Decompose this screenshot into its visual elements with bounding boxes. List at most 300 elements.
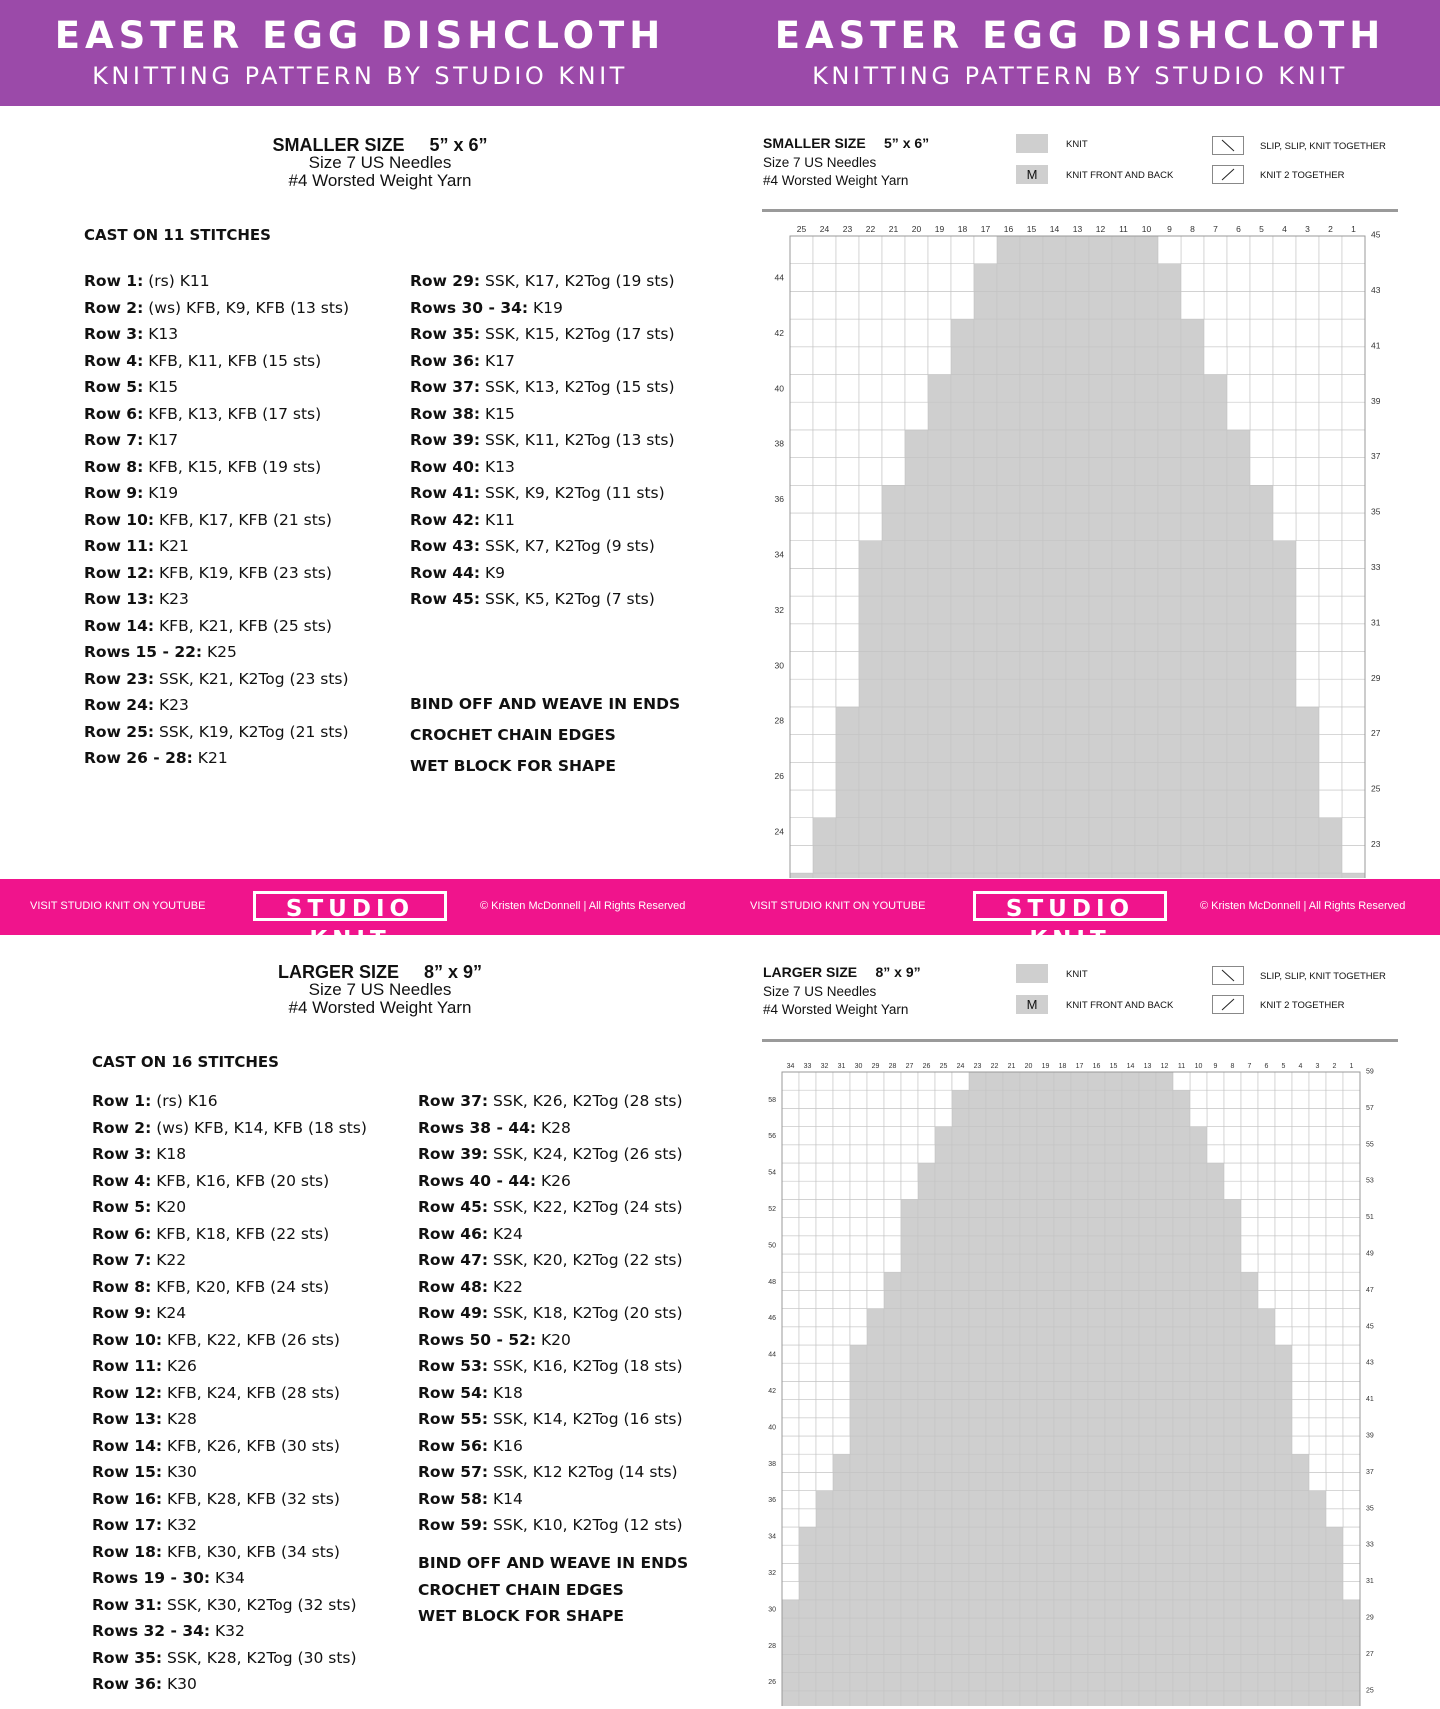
knit-cell [1043, 291, 1066, 319]
knit-cell [859, 762, 882, 790]
knit-cell [1037, 1454, 1054, 1472]
knit-cell [1089, 319, 1112, 347]
knit-cell [1250, 568, 1273, 596]
knit-cell [1037, 1418, 1054, 1436]
knit-cell [952, 1691, 969, 1706]
pattern-row [418, 1274, 683, 1301]
empty-cell [1275, 1254, 1292, 1272]
empty-cell [1241, 1181, 1258, 1199]
pattern-row [84, 268, 349, 295]
knit-cell [1190, 1145, 1207, 1163]
knit-cell [1207, 1218, 1224, 1236]
knit-cell [1139, 1290, 1156, 1308]
pattern-row [92, 1300, 367, 1327]
knit-cell [1224, 1236, 1241, 1254]
knit-cell [901, 1309, 918, 1327]
knit-cell [1250, 707, 1273, 735]
knit-cell [1122, 1618, 1139, 1636]
knit-cell [884, 1563, 901, 1581]
row-label: Row 9: [84, 484, 144, 502]
knit-cell [1292, 1509, 1309, 1527]
knit-cell [1292, 1691, 1309, 1706]
row-instruction: KFB, K17, KFB (21 sts) [154, 510, 332, 529]
empty-cell [1190, 1090, 1207, 1108]
empty-cell [859, 347, 882, 375]
row-instruction: SSK, K5, K2Tog (7 sts) [480, 590, 655, 608]
empty-cell [1250, 375, 1273, 403]
knit-cell [986, 1254, 1003, 1272]
knit-cell [952, 1218, 969, 1236]
empty-cell [782, 1454, 799, 1472]
knit-cell [836, 762, 859, 790]
knit-cell [952, 1636, 969, 1654]
knit-cell [867, 1327, 884, 1345]
knit-cell [1105, 1691, 1122, 1706]
knit-cell [901, 1491, 918, 1509]
knit-cell [1227, 624, 1250, 652]
knit-cell [935, 1545, 952, 1563]
knit-cell [1190, 1290, 1207, 1308]
yarn-text: #4 Worsted Weight Yarn [288, 998, 472, 1017]
empty-cell [1227, 291, 1250, 319]
empty-cell [1343, 1127, 1360, 1145]
row-instruction: SSK, K7, K2Tog (9 sts) [480, 537, 655, 555]
knit-cell [1241, 1363, 1258, 1381]
knit-cell [935, 1472, 952, 1490]
knit-cell [974, 375, 997, 403]
knit-cell [1190, 1654, 1207, 1672]
row-label: Row 57: [418, 1463, 489, 1481]
ssk-swatch [1212, 966, 1244, 985]
empty-cell [1204, 236, 1227, 264]
knit-cell [1273, 707, 1296, 735]
knit-cell [1224, 1254, 1241, 1272]
knit-cell [1105, 1272, 1122, 1290]
row-label: Rows 30 - 34: [410, 298, 529, 317]
empty-cell [1343, 1345, 1360, 1363]
row-label: Row 9: [92, 1304, 152, 1322]
empty-cell [951, 264, 974, 292]
knit-cell [1054, 1673, 1071, 1691]
empty-cell [859, 458, 882, 486]
knit-cell [1003, 1400, 1020, 1418]
row-label: Row 13: [84, 590, 155, 608]
decrease-cell [1343, 1582, 1360, 1600]
row-label: Row 3: [84, 325, 144, 343]
pattern-row [84, 719, 349, 746]
knit-cell [1139, 1563, 1156, 1581]
knit-cell [1275, 1400, 1292, 1418]
knit-cell [1003, 1654, 1020, 1672]
empty-cell [1296, 624, 1319, 652]
empty-cell [1326, 1400, 1343, 1418]
large-legend-size [763, 963, 921, 1019]
empty-cell [901, 1145, 918, 1163]
knit-cell [918, 1545, 935, 1563]
knit-cell [974, 596, 997, 624]
knit-cell [1250, 818, 1273, 846]
ssk-label: SLIP, SLIP, KNIT TOGETHER [1260, 141, 1386, 152]
knit-cell [974, 873, 997, 878]
empty-cell [816, 1272, 833, 1290]
knit-cell [882, 513, 905, 541]
row-label: Row 36: [410, 351, 481, 370]
knit-cell [1227, 568, 1250, 596]
knit-cell [850, 1582, 867, 1600]
column-number: 2 [1332, 1063, 1337, 1070]
empty-cell [816, 1436, 833, 1454]
chart-grid [790, 236, 1365, 878]
empty-cell [1250, 291, 1273, 319]
empty-cell [1309, 1199, 1326, 1217]
row-number: 35 [1366, 1505, 1374, 1513]
knit-cell [1139, 1381, 1156, 1399]
knit-cell [1043, 513, 1066, 541]
knit-cell [1181, 679, 1204, 707]
column-number: 32 [820, 1063, 829, 1070]
knit-cell [1135, 596, 1158, 624]
empty-cell [867, 1072, 884, 1090]
knit-cell [986, 1527, 1003, 1545]
empty-cell [1319, 430, 1342, 458]
knit-cell [1003, 1673, 1020, 1691]
knit-cell [901, 1673, 918, 1691]
knit-cell [935, 1345, 952, 1363]
pattern-row [84, 533, 349, 560]
decrease-cell [782, 1582, 799, 1600]
empty-cell [833, 1145, 850, 1163]
knit-cell [1207, 1345, 1224, 1363]
knit-cell [935, 1618, 952, 1636]
pattern-row [410, 454, 675, 481]
knit-cell [1112, 402, 1135, 430]
knit-cell [882, 541, 905, 569]
knit-cell [1158, 347, 1181, 375]
knit-cell [986, 1345, 1003, 1363]
pattern-row [418, 1512, 683, 1539]
knit-cell [986, 1181, 1003, 1199]
knit-cell [1158, 375, 1181, 403]
knit-cell [1066, 430, 1089, 458]
knit-cell [833, 1509, 850, 1527]
knit-cell [1088, 1108, 1105, 1126]
knit-cell [1241, 1673, 1258, 1691]
knit-cell [1054, 1618, 1071, 1636]
knit-cell [1105, 1654, 1122, 1672]
header-right [720, 0, 1440, 106]
knit-cell [1089, 873, 1112, 878]
knit-cell [901, 1199, 918, 1217]
pattern-row [418, 1194, 683, 1221]
knit-cell [1043, 818, 1066, 846]
knit-cell [1054, 1072, 1071, 1090]
knit-cell [1037, 1472, 1054, 1490]
knit-cell [1135, 735, 1158, 763]
knit-cell [905, 679, 928, 707]
knit-cell [1227, 485, 1250, 513]
knit-cell [1066, 458, 1089, 486]
knit-cell [1054, 1163, 1071, 1181]
knit-cell [850, 1545, 867, 1563]
knit-cell [1139, 1691, 1156, 1706]
knit-cell [1071, 1673, 1088, 1691]
knit-cell [935, 1127, 952, 1145]
empty-cell [1309, 1272, 1326, 1290]
empty-cell [833, 1363, 850, 1381]
knit-cell [1343, 1636, 1360, 1654]
knit-cell [1190, 1563, 1207, 1581]
knit-cell [1207, 1236, 1224, 1254]
pattern-row [410, 374, 675, 401]
knit-cell [1181, 707, 1204, 735]
knit-cell [935, 1218, 952, 1236]
knit-cell [1003, 1072, 1020, 1090]
knit-cell [935, 1163, 952, 1181]
knit-cell [1088, 1654, 1105, 1672]
knit-cell [1173, 1236, 1190, 1254]
knit-cell [1122, 1199, 1139, 1217]
knit-cell [833, 1600, 850, 1618]
knit-cell [816, 1691, 833, 1706]
knit-cell [1292, 1545, 1309, 1563]
empty-cell [1296, 319, 1319, 347]
row-number: 55 [1366, 1141, 1374, 1149]
knit-cell [1139, 1400, 1156, 1418]
knit-cell [952, 1454, 969, 1472]
row-number: 28 [768, 1642, 776, 1650]
knit-cell [1135, 541, 1158, 569]
knit-cell [1296, 818, 1319, 846]
row-instruction: K16 [488, 1436, 523, 1455]
knit-cell [882, 652, 905, 680]
knit-cell [1112, 485, 1135, 513]
knit-cell [901, 1654, 918, 1672]
knit-cell [1204, 762, 1227, 790]
empty-cell [790, 485, 813, 513]
row-instruction: K21 [192, 749, 228, 767]
knit-cell [1139, 1582, 1156, 1600]
knit-cell [1066, 541, 1089, 569]
empty-cell [850, 1145, 867, 1163]
knit-cell [1066, 845, 1089, 873]
knit-cell [1071, 1327, 1088, 1345]
empty-cell [836, 513, 859, 541]
knit-cell [969, 1400, 986, 1418]
empty-cell [1241, 1199, 1258, 1217]
pattern-row [418, 1433, 683, 1460]
knit-cell [997, 845, 1020, 873]
knit-cell [974, 845, 997, 873]
row-instruction: KFB, K15, KFB (19 sts) [143, 457, 322, 476]
knit-cell [1066, 236, 1089, 264]
knit-cell [905, 790, 928, 818]
pattern-row [92, 1645, 367, 1672]
knit-cell [1309, 1527, 1326, 1545]
knit-cell [1037, 1545, 1054, 1563]
knit-cell [1156, 1345, 1173, 1363]
knit-cell [1088, 1454, 1105, 1472]
knit-cell [901, 1418, 918, 1436]
knit-cell [1273, 735, 1296, 763]
row-number: 36 [774, 494, 784, 505]
knit-cell [952, 1436, 969, 1454]
knit-cell [969, 1563, 986, 1581]
knit-cell [1020, 1654, 1037, 1672]
knit-cell [1139, 1254, 1156, 1272]
empty-cell [833, 1418, 850, 1436]
knit-cell [1241, 1582, 1258, 1600]
column-number: 11 [1177, 1063, 1186, 1070]
knit-cell [833, 1545, 850, 1563]
large-size-heading [200, 963, 560, 1017]
knit-cell [1066, 873, 1089, 878]
knit-cell [986, 1563, 1003, 1581]
knit-cell [918, 1181, 935, 1199]
knit-cell [901, 1691, 918, 1706]
empty-cell [799, 1145, 816, 1163]
row-label: Row 36: [92, 1675, 163, 1693]
knit-cell [951, 652, 974, 680]
empty-cell [1326, 1309, 1343, 1327]
knit-cell [1258, 1345, 1275, 1363]
k2tog-swatch [1212, 995, 1244, 1014]
knit-cell [1273, 845, 1296, 873]
knit-cell [1319, 818, 1342, 846]
knit-cell [1181, 402, 1204, 430]
empty-cell [833, 1400, 850, 1418]
knit-cell [1088, 1600, 1105, 1618]
knit-cell [884, 1309, 901, 1327]
empty-cell [782, 1236, 799, 1254]
knit-cell [969, 1254, 986, 1272]
empty-cell [1250, 319, 1273, 347]
knit-cell [1043, 707, 1066, 735]
knit-cell [986, 1163, 1003, 1181]
knit-cell [882, 762, 905, 790]
empty-cell [799, 1436, 816, 1454]
row-instruction: KFB, K30, KFB (34 sts) [162, 1542, 340, 1561]
knit-cell [1158, 679, 1181, 707]
knit-cell [1122, 1527, 1139, 1545]
knit-cell [1112, 541, 1135, 569]
row-instruction: SSK, K28, K2Tog (30 sts) [162, 1648, 357, 1667]
column-number: 14 [1049, 224, 1060, 234]
row-label: Row 12: [92, 1383, 163, 1402]
knit-cell [1037, 1181, 1054, 1199]
empty-cell [799, 1236, 816, 1254]
knit-cell [1227, 762, 1250, 790]
row-label: Row 46: [418, 1224, 489, 1243]
knit-cell [1181, 790, 1204, 818]
row-label: Row 12: [84, 563, 155, 582]
youtube-link[interactable]: VISIT STUDIO KNIT ON YOUTUBE [750, 900, 926, 912]
empty-cell [1343, 1181, 1360, 1199]
knit-cell [1190, 1254, 1207, 1272]
knit-cell [1054, 1181, 1071, 1199]
knit-cell [1139, 1600, 1156, 1618]
row-instruction: KFB, K19, KFB (23 sts) [154, 563, 332, 582]
knit-cell [1309, 1673, 1326, 1691]
row-number: 59 [1366, 1068, 1374, 1076]
knit-cell [951, 624, 974, 652]
empty-cell [1326, 1181, 1343, 1199]
knit-cell [986, 1272, 1003, 1290]
knit-cell [928, 596, 951, 624]
column-number: 27 [905, 1063, 914, 1070]
knit-cell [1054, 1290, 1071, 1308]
row-label: Rows 40 - 44: [418, 1171, 537, 1190]
knit-cell [1207, 1618, 1224, 1636]
knit-cell [1139, 1272, 1156, 1290]
knit-cell [1309, 1618, 1326, 1636]
knit-cell [1343, 1691, 1360, 1706]
knit-cell [974, 652, 997, 680]
knit-cell [1122, 1163, 1139, 1181]
knit-cell [1020, 568, 1043, 596]
empty-cell [1343, 1145, 1360, 1163]
decrease-cell [1273, 513, 1296, 541]
empty-cell [1258, 1127, 1275, 1145]
knit-cell [986, 1363, 1003, 1381]
knit-cell [1105, 1127, 1122, 1145]
knit-cell [1326, 1673, 1343, 1691]
knit-cell [1156, 1181, 1173, 1199]
empty-cell [816, 1199, 833, 1217]
knit-cell [1275, 1563, 1292, 1581]
youtube-link[interactable]: VISIT STUDIO KNIT ON YOUTUBE [30, 900, 206, 912]
pattern-row [418, 1300, 683, 1327]
knit-cell [1258, 1582, 1275, 1600]
knit-cell [969, 1418, 986, 1436]
empty-cell [833, 1090, 850, 1108]
empty-cell [836, 596, 859, 624]
knit-cell [928, 679, 951, 707]
knit-cell [1292, 1527, 1309, 1545]
empty-cell [1275, 1181, 1292, 1199]
knit-cell [1296, 707, 1319, 735]
knit-cell [1003, 1199, 1020, 1217]
row-instruction: SSK, K18, K2Tog (20 sts) [488, 1304, 683, 1322]
knit-cell [850, 1509, 867, 1527]
row-label: Row 39: [410, 431, 481, 449]
row-instruction: KFB, K11, KFB (15 sts) [143, 351, 322, 370]
knit-cell [951, 513, 974, 541]
row-instruction: SSK, K14, K2Tog (16 sts) [488, 1410, 683, 1428]
knit-cell [935, 1236, 952, 1254]
size-label: LARGER SIZE [763, 964, 858, 980]
row-label: Row 31: [92, 1595, 163, 1614]
empty-cell [1250, 430, 1273, 458]
knit-cell [1037, 1290, 1054, 1308]
knit-cell [882, 707, 905, 735]
knit-cell [867, 1636, 884, 1654]
knit-cell [918, 1509, 935, 1527]
empty-cell [1241, 1145, 1258, 1163]
empty-cell [1342, 790, 1365, 818]
knit-cell [1066, 762, 1089, 790]
empty-cell [833, 1309, 850, 1327]
knit-cell [1105, 1218, 1122, 1236]
knit-cell [1020, 762, 1043, 790]
knit-cell [1054, 1691, 1071, 1706]
empty-cell [813, 430, 836, 458]
empty-cell [1319, 347, 1342, 375]
knit-cell [1158, 624, 1181, 652]
empty-cell [1273, 485, 1296, 513]
knit-cell [997, 652, 1020, 680]
knit-cell [884, 1509, 901, 1527]
empty-cell [833, 1272, 850, 1290]
